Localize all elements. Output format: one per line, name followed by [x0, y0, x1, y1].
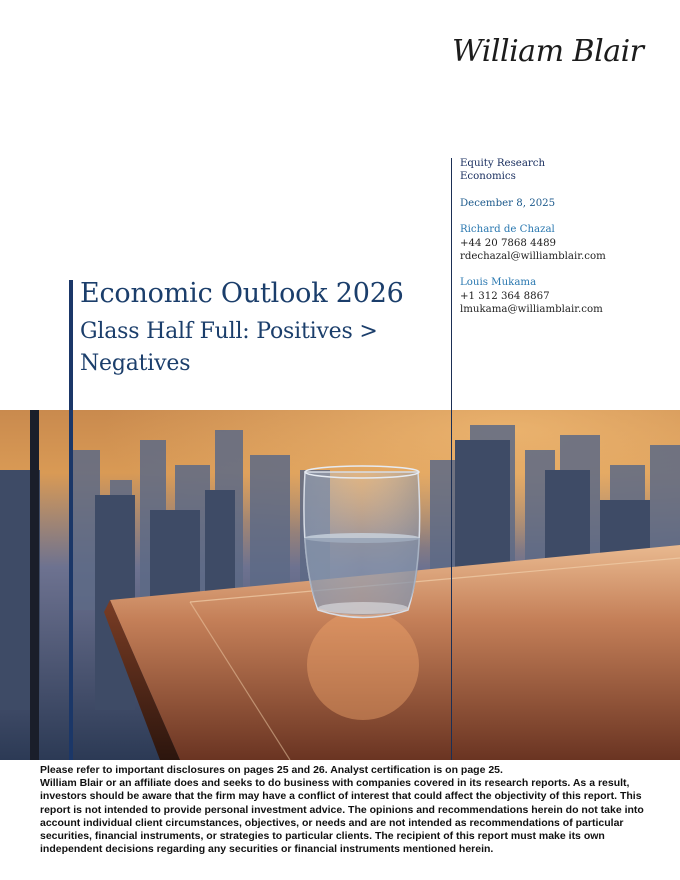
disclosure-line: Please refer to important disclosures on pages 25 and 26. Analyst certification is on page 25.: [40, 764, 503, 776]
department-label: Equity Research: [460, 158, 546, 169]
william-blair-logo: William Blair: [452, 34, 644, 69]
report-meta: [460, 157, 670, 317]
author-email[interactable]: rdechazal@williamblair.com: [460, 251, 606, 263]
disclosure-body: William Blair or an affiliate does and seeks to do business with companies covered in its research reports. As a result, investors should be aware that the firm may have a conflict of interest that could affect the objectivity of this report. This report is not intended to provide personal investment advice. The opinions and recommendations herein do not take into account individual client circumstances, objectives, or needs and are not intended as recommendations of particular securities, financial instruments, or strategies to particular clients. The recipient of this report must make its own independent decisions regarding any securities or financial instruments mentioned herein.: [40, 777, 644, 856]
author-phone: +44 20 7868 4489: [460, 237, 557, 249]
cover-image-glass-skyline: [0, 410, 680, 760]
author-email[interactable]: lmukama@williamblair.com: [460, 304, 603, 316]
report-date: December 8, 2025: [460, 197, 556, 209]
title-block: [80, 276, 440, 380]
author-name: Louis Mukama: [460, 277, 537, 289]
disclosure-text: [40, 764, 650, 856]
sector-label: Economics: [460, 171, 516, 183]
report-subtitle: Glass Half Full: Positives > Negatives: [80, 319, 378, 376]
report-title: Economic Outlook 2026: [80, 278, 404, 309]
author-name: Richard de Chazal: [460, 224, 555, 236]
divider-vertical-right: [451, 158, 452, 760]
author-phone: +1 312 364 8867: [460, 290, 550, 302]
divider-vertical-left: [69, 280, 73, 760]
